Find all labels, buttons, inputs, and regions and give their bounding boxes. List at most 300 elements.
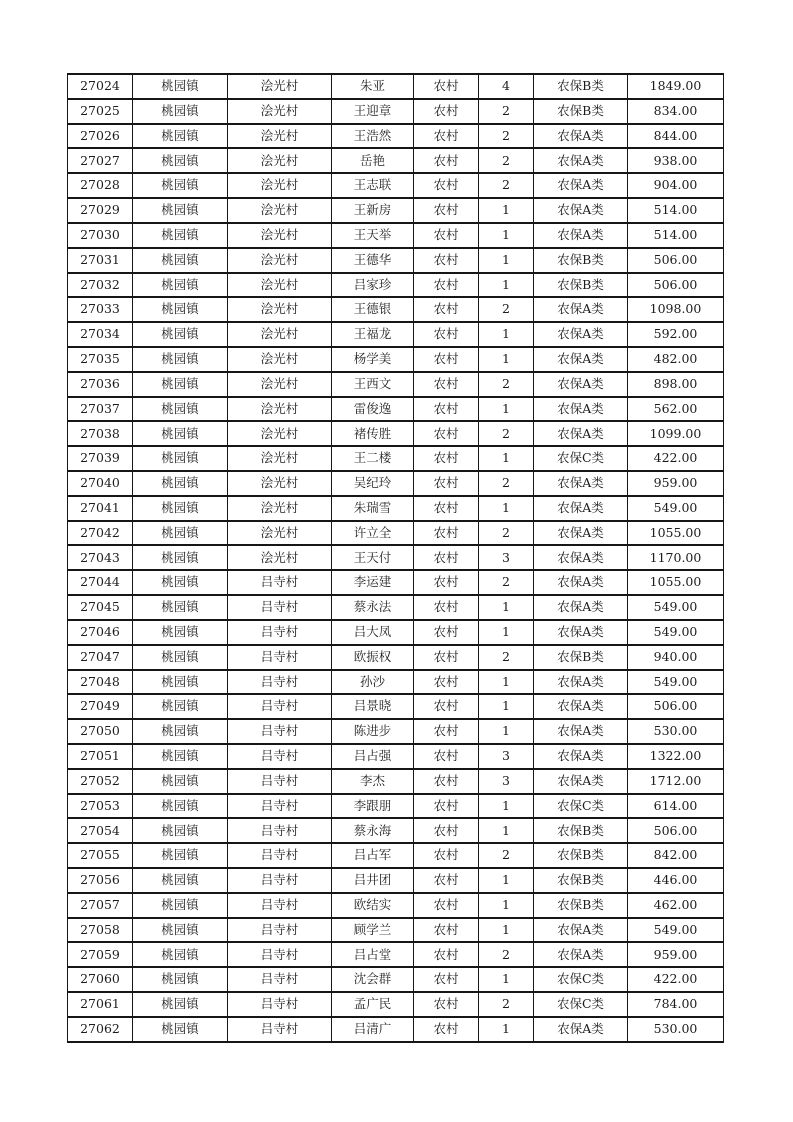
- village-cell: 吕寺村: [228, 992, 332, 1017]
- category-cell: 农保B类: [534, 645, 628, 670]
- count-cell: 2: [479, 645, 534, 670]
- town-cell: 桃园镇: [133, 273, 228, 298]
- amount-cell: 959.00: [628, 471, 724, 496]
- serial-cell: 27042: [68, 521, 133, 546]
- amount-cell: 482.00: [628, 347, 724, 372]
- amount-cell: 1055.00: [628, 521, 724, 546]
- village-cell: 吕寺村: [228, 595, 332, 620]
- table-row: [68, 645, 724, 670]
- name-cell: 蔡永海: [332, 818, 414, 843]
- serial-cell: 27045: [68, 595, 133, 620]
- amount-cell: 898.00: [628, 372, 724, 397]
- amount-cell: 1055.00: [628, 570, 724, 595]
- serial-cell: 27047: [68, 645, 133, 670]
- count-cell: 1: [479, 595, 534, 620]
- town-cell: 桃园镇: [133, 843, 228, 868]
- household-type-cell: 农村: [414, 148, 479, 173]
- serial-cell: 27046: [68, 620, 133, 645]
- count-cell: 2: [479, 173, 534, 198]
- household-type-cell: 农村: [414, 471, 479, 496]
- town-cell: 桃园镇: [133, 769, 228, 794]
- village-cell: 吕寺村: [228, 942, 332, 967]
- category-cell: 农保A类: [534, 744, 628, 769]
- village-cell: 吕寺村: [228, 843, 332, 868]
- count-cell: 2: [479, 942, 534, 967]
- serial-cell: 27049: [68, 694, 133, 719]
- amount-cell: 506.00: [628, 694, 724, 719]
- household-type-cell: 农村: [414, 347, 479, 372]
- amount-cell: 1849.00: [628, 74, 724, 99]
- household-type-cell: 农村: [414, 99, 479, 124]
- village-cell: 吕寺村: [228, 794, 332, 819]
- town-cell: 桃园镇: [133, 818, 228, 843]
- household-type-cell: 农村: [414, 918, 479, 943]
- category-cell: 农保A类: [534, 173, 628, 198]
- village-cell: 浍光村: [228, 124, 332, 149]
- serial-cell: 27055: [68, 843, 133, 868]
- serial-cell: 27048: [68, 670, 133, 695]
- serial-cell: 27062: [68, 1017, 133, 1042]
- count-cell: 1: [479, 223, 534, 248]
- name-cell: 吕清广: [332, 1017, 414, 1042]
- category-cell: 农保A类: [534, 570, 628, 595]
- serial-cell: 27034: [68, 322, 133, 347]
- town-cell: 桃园镇: [133, 521, 228, 546]
- table-row: [68, 446, 724, 471]
- table-row: [68, 893, 724, 918]
- name-cell: 吕景晓: [332, 694, 414, 719]
- village-cell: 浍光村: [228, 273, 332, 298]
- name-cell: 王二楼: [332, 446, 414, 471]
- table-row: [68, 347, 724, 372]
- household-type-cell: 农村: [414, 794, 479, 819]
- name-cell: 顾学兰: [332, 918, 414, 943]
- table-row: [68, 322, 724, 347]
- benefits-table: [67, 73, 724, 1043]
- category-cell: 农保B类: [534, 273, 628, 298]
- serial-cell: 27053: [68, 794, 133, 819]
- serial-cell: 27036: [68, 372, 133, 397]
- household-type-cell: 农村: [414, 372, 479, 397]
- amount-cell: 549.00: [628, 620, 724, 645]
- serial-cell: 27041: [68, 496, 133, 521]
- table-row: [68, 198, 724, 223]
- name-cell: 王迎章: [332, 99, 414, 124]
- amount-cell: 1098.00: [628, 297, 724, 322]
- household-type-cell: 农村: [414, 521, 479, 546]
- amount-cell: 784.00: [628, 992, 724, 1017]
- category-cell: 农保A类: [534, 347, 628, 372]
- count-cell: 2: [479, 521, 534, 546]
- table-row: [68, 223, 724, 248]
- town-cell: 桃园镇: [133, 446, 228, 471]
- category-cell: 农保B类: [534, 893, 628, 918]
- town-cell: 桃园镇: [133, 421, 228, 446]
- serial-cell: 27031: [68, 248, 133, 273]
- count-cell: 1: [479, 496, 534, 521]
- town-cell: 桃园镇: [133, 620, 228, 645]
- household-type-cell: 农村: [414, 297, 479, 322]
- household-type-cell: 农村: [414, 744, 479, 769]
- table-row: [68, 670, 724, 695]
- name-cell: 岳艳: [332, 148, 414, 173]
- town-cell: 桃园镇: [133, 173, 228, 198]
- category-cell: 农保B类: [534, 868, 628, 893]
- count-cell: 2: [479, 421, 534, 446]
- village-cell: 浍光村: [228, 521, 332, 546]
- serial-cell: 27039: [68, 446, 133, 471]
- name-cell: 吕家珍: [332, 273, 414, 298]
- name-cell: 雷俊逸: [332, 397, 414, 422]
- serial-cell: 27038: [68, 421, 133, 446]
- household-type-cell: 农村: [414, 620, 479, 645]
- serial-cell: 27032: [68, 273, 133, 298]
- household-type-cell: 农村: [414, 545, 479, 570]
- category-cell: 农保B类: [534, 843, 628, 868]
- name-cell: 孟广民: [332, 992, 414, 1017]
- table-row: [68, 521, 724, 546]
- village-cell: 浍光村: [228, 99, 332, 124]
- amount-cell: 1170.00: [628, 545, 724, 570]
- serial-cell: 27054: [68, 818, 133, 843]
- table-row: [68, 769, 724, 794]
- serial-cell: 27040: [68, 471, 133, 496]
- amount-cell: 614.00: [628, 794, 724, 819]
- count-cell: 1: [479, 694, 534, 719]
- serial-cell: 27030: [68, 223, 133, 248]
- count-cell: 1: [479, 868, 534, 893]
- serial-cell: 27058: [68, 918, 133, 943]
- table-row: [68, 868, 724, 893]
- category-cell: 农保C类: [534, 794, 628, 819]
- count-cell: 1: [479, 893, 534, 918]
- count-cell: 2: [479, 471, 534, 496]
- category-cell: 农保A类: [534, 1017, 628, 1042]
- village-cell: 吕寺村: [228, 744, 332, 769]
- name-cell: 王德银: [332, 297, 414, 322]
- amount-cell: 422.00: [628, 446, 724, 471]
- table-row: [68, 818, 724, 843]
- name-cell: 王德华: [332, 248, 414, 273]
- name-cell: 孙沙: [332, 670, 414, 695]
- serial-cell: 27028: [68, 173, 133, 198]
- household-type-cell: 农村: [414, 421, 479, 446]
- amount-cell: 549.00: [628, 918, 724, 943]
- town-cell: 桃园镇: [133, 297, 228, 322]
- household-type-cell: 农村: [414, 322, 479, 347]
- town-cell: 桃园镇: [133, 868, 228, 893]
- name-cell: 王西文: [332, 372, 414, 397]
- serial-cell: 27056: [68, 868, 133, 893]
- amount-cell: 506.00: [628, 248, 724, 273]
- town-cell: 桃园镇: [133, 471, 228, 496]
- town-cell: 桃园镇: [133, 719, 228, 744]
- count-cell: 1: [479, 397, 534, 422]
- village-cell: 吕寺村: [228, 694, 332, 719]
- category-cell: 农保B类: [534, 74, 628, 99]
- table-row: [68, 744, 724, 769]
- household-type-cell: 农村: [414, 273, 479, 298]
- table-row: [68, 397, 724, 422]
- table-row: [68, 148, 724, 173]
- household-type-cell: 农村: [414, 992, 479, 1017]
- amount-cell: 514.00: [628, 198, 724, 223]
- amount-cell: 938.00: [628, 148, 724, 173]
- name-cell: 杨学美: [332, 347, 414, 372]
- town-cell: 桃园镇: [133, 570, 228, 595]
- name-cell: 褚传胜: [332, 421, 414, 446]
- table-row: [68, 794, 724, 819]
- town-cell: 桃园镇: [133, 670, 228, 695]
- town-cell: 桃园镇: [133, 74, 228, 99]
- amount-cell: 549.00: [628, 496, 724, 521]
- town-cell: 桃园镇: [133, 248, 228, 273]
- household-type-cell: 农村: [414, 198, 479, 223]
- household-type-cell: 农村: [414, 595, 479, 620]
- household-type-cell: 农村: [414, 173, 479, 198]
- table-row: [68, 595, 724, 620]
- category-cell: 农保A类: [534, 521, 628, 546]
- village-cell: 吕寺村: [228, 918, 332, 943]
- table-body: [68, 74, 724, 1042]
- household-type-cell: 农村: [414, 397, 479, 422]
- town-cell: 桃园镇: [133, 992, 228, 1017]
- amount-cell: 446.00: [628, 868, 724, 893]
- town-cell: 桃园镇: [133, 372, 228, 397]
- town-cell: 桃园镇: [133, 1017, 228, 1042]
- town-cell: 桃园镇: [133, 942, 228, 967]
- table-row: [68, 421, 724, 446]
- amount-cell: 549.00: [628, 595, 724, 620]
- table-row: [68, 918, 724, 943]
- count-cell: 1: [479, 818, 534, 843]
- table-row: [68, 1017, 724, 1042]
- household-type-cell: 农村: [414, 694, 479, 719]
- category-cell: 农保C类: [534, 992, 628, 1017]
- name-cell: 朱亚: [332, 74, 414, 99]
- amount-cell: 940.00: [628, 645, 724, 670]
- amount-cell: 530.00: [628, 719, 724, 744]
- town-cell: 桃园镇: [133, 918, 228, 943]
- village-cell: 浍光村: [228, 173, 332, 198]
- name-cell: 李运建: [332, 570, 414, 595]
- serial-cell: 27057: [68, 893, 133, 918]
- village-cell: 浍光村: [228, 397, 332, 422]
- household-type-cell: 农村: [414, 893, 479, 918]
- village-cell: 浍光村: [228, 496, 332, 521]
- village-cell: 吕寺村: [228, 620, 332, 645]
- town-cell: 桃园镇: [133, 496, 228, 521]
- category-cell: 农保A类: [534, 545, 628, 570]
- name-cell: 陈进步: [332, 719, 414, 744]
- amount-cell: 506.00: [628, 273, 724, 298]
- serial-cell: 27044: [68, 570, 133, 595]
- table-row: [68, 471, 724, 496]
- table-row: [68, 297, 724, 322]
- category-cell: 农保A类: [534, 322, 628, 347]
- name-cell: 吕井团: [332, 868, 414, 893]
- household-type-cell: 农村: [414, 74, 479, 99]
- village-cell: 浍光村: [228, 322, 332, 347]
- village-cell: 浍光村: [228, 545, 332, 570]
- category-cell: 农保A类: [534, 421, 628, 446]
- category-cell: 农保A类: [534, 670, 628, 695]
- village-cell: 吕寺村: [228, 868, 332, 893]
- serial-cell: 27060: [68, 967, 133, 992]
- category-cell: 农保A类: [534, 372, 628, 397]
- count-cell: 2: [479, 992, 534, 1017]
- count-cell: 1: [479, 322, 534, 347]
- name-cell: 李杰: [332, 769, 414, 794]
- town-cell: 桃园镇: [133, 99, 228, 124]
- category-cell: 农保B类: [534, 818, 628, 843]
- household-type-cell: 农村: [414, 719, 479, 744]
- name-cell: 吕大凤: [332, 620, 414, 645]
- serial-cell: 27043: [68, 545, 133, 570]
- count-cell: 1: [479, 620, 534, 645]
- count-cell: 1: [479, 347, 534, 372]
- serial-cell: 27061: [68, 992, 133, 1017]
- category-cell: 农保A类: [534, 719, 628, 744]
- table-row: [68, 694, 724, 719]
- amount-cell: 562.00: [628, 397, 724, 422]
- name-cell: 蔡永法: [332, 595, 414, 620]
- serial-cell: 27029: [68, 198, 133, 223]
- household-type-cell: 农村: [414, 769, 479, 794]
- table-row: [68, 173, 724, 198]
- count-cell: 1: [479, 273, 534, 298]
- category-cell: 农保A类: [534, 198, 628, 223]
- village-cell: 吕寺村: [228, 719, 332, 744]
- amount-cell: 422.00: [628, 967, 724, 992]
- category-cell: 农保A类: [534, 918, 628, 943]
- category-cell: 农保A类: [534, 124, 628, 149]
- count-cell: 1: [479, 719, 534, 744]
- household-type-cell: 农村: [414, 248, 479, 273]
- table-row: [68, 967, 724, 992]
- category-cell: 农保B类: [534, 248, 628, 273]
- village-cell: 浍光村: [228, 347, 332, 372]
- category-cell: 农保C类: [534, 967, 628, 992]
- table-row: [68, 273, 724, 298]
- household-type-cell: 农村: [414, 223, 479, 248]
- household-type-cell: 农村: [414, 570, 479, 595]
- household-type-cell: 农村: [414, 124, 479, 149]
- name-cell: 王福龙: [332, 322, 414, 347]
- town-cell: 桃园镇: [133, 322, 228, 347]
- category-cell: 农保B类: [534, 99, 628, 124]
- amount-cell: 506.00: [628, 818, 724, 843]
- village-cell: 吕寺村: [228, 570, 332, 595]
- table-row: [68, 124, 724, 149]
- category-cell: 农保A类: [534, 694, 628, 719]
- name-cell: 王浩然: [332, 124, 414, 149]
- count-cell: 1: [479, 670, 534, 695]
- amount-cell: 1099.00: [628, 421, 724, 446]
- village-cell: 浍光村: [228, 446, 332, 471]
- village-cell: 吕寺村: [228, 769, 332, 794]
- name-cell: 王志联: [332, 173, 414, 198]
- town-cell: 桃园镇: [133, 397, 228, 422]
- amount-cell: 462.00: [628, 893, 724, 918]
- count-cell: 1: [479, 446, 534, 471]
- category-cell: 农保A类: [534, 496, 628, 521]
- category-cell: 农保A类: [534, 397, 628, 422]
- table-row: [68, 570, 724, 595]
- name-cell: 王天举: [332, 223, 414, 248]
- count-cell: 2: [479, 148, 534, 173]
- town-cell: 桃园镇: [133, 893, 228, 918]
- town-cell: 桃园镇: [133, 744, 228, 769]
- town-cell: 桃园镇: [133, 645, 228, 670]
- count-cell: 3: [479, 545, 534, 570]
- category-cell: 农保C类: [534, 446, 628, 471]
- serial-cell: 27027: [68, 148, 133, 173]
- count-cell: 2: [479, 843, 534, 868]
- village-cell: 浍光村: [228, 421, 332, 446]
- category-cell: 农保A类: [534, 223, 628, 248]
- category-cell: 农保A类: [534, 471, 628, 496]
- village-cell: 浍光村: [228, 148, 332, 173]
- count-cell: 2: [479, 99, 534, 124]
- serial-cell: 27026: [68, 124, 133, 149]
- village-cell: 吕寺村: [228, 1017, 332, 1042]
- household-type-cell: 农村: [414, 645, 479, 670]
- table-row: [68, 545, 724, 570]
- amount-cell: 1322.00: [628, 744, 724, 769]
- town-cell: 桃园镇: [133, 595, 228, 620]
- village-cell: 吕寺村: [228, 967, 332, 992]
- amount-cell: 514.00: [628, 223, 724, 248]
- name-cell: 欧结实: [332, 893, 414, 918]
- serial-cell: 27025: [68, 99, 133, 124]
- count-cell: 2: [479, 372, 534, 397]
- table-row: [68, 74, 724, 99]
- serial-cell: 27024: [68, 74, 133, 99]
- amount-cell: 959.00: [628, 942, 724, 967]
- amount-cell: 842.00: [628, 843, 724, 868]
- village-cell: 浍光村: [228, 198, 332, 223]
- town-cell: 桃园镇: [133, 124, 228, 149]
- amount-cell: 549.00: [628, 670, 724, 695]
- village-cell: 浍光村: [228, 248, 332, 273]
- household-type-cell: 农村: [414, 843, 479, 868]
- village-cell: 吕寺村: [228, 818, 332, 843]
- household-type-cell: 农村: [414, 1017, 479, 1042]
- serial-cell: 27051: [68, 744, 133, 769]
- category-cell: 农保A类: [534, 595, 628, 620]
- count-cell: 2: [479, 570, 534, 595]
- name-cell: 吴纪玲: [332, 471, 414, 496]
- table-row: [68, 372, 724, 397]
- amount-cell: 592.00: [628, 322, 724, 347]
- category-cell: 农保A类: [534, 148, 628, 173]
- household-type-cell: 农村: [414, 670, 479, 695]
- count-cell: 1: [479, 967, 534, 992]
- table-row: [68, 719, 724, 744]
- count-cell: 3: [479, 769, 534, 794]
- town-cell: 桃园镇: [133, 148, 228, 173]
- household-type-cell: 农村: [414, 496, 479, 521]
- amount-cell: 1712.00: [628, 769, 724, 794]
- household-type-cell: 农村: [414, 967, 479, 992]
- household-type-cell: 农村: [414, 446, 479, 471]
- household-type-cell: 农村: [414, 818, 479, 843]
- amount-cell: 904.00: [628, 173, 724, 198]
- village-cell: 吕寺村: [228, 670, 332, 695]
- village-cell: 浍光村: [228, 372, 332, 397]
- table-row: [68, 620, 724, 645]
